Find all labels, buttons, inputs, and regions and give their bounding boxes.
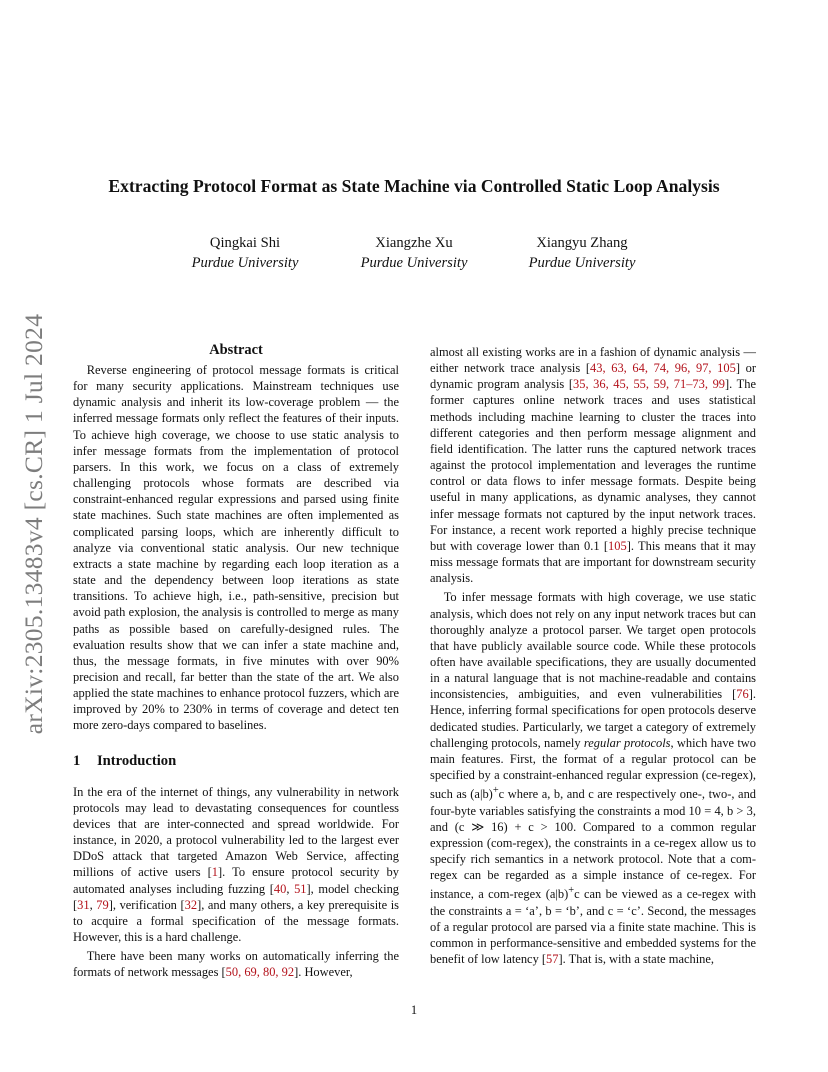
author-2 — [319, 233, 509, 273]
abstract-text: Reverse engineering of protocol message formats is critical for many security applications. Mainstream techniques use dynamic analysis and inherit its low-coverage problem — the inferred message formats only reflect the features of their inputs. To achieve high coverage, we choose to use static analysis to infer message formats from the implementation of protocol parsers. In this work, we focus on a class of extremely challenging protocols whose formats are described via constraint-enhanced regular expressions and parsed using finite state machines. Such state machines are often implemented as complicated parsing loops, which are inherently difficult to analyze via conventional static analysis. Our new technique extracts a state machine by regarding each loop iteration as a state and the dependency between loop iterations as state transitions. To achieve high, i.e., path-sensitive, precision but avoid path explosion, the analysis is controlled to merge as many paths as possible based on carefully-designed rules. The evaluation results show that we can infer a state machine and, thus, the message formats, in five minutes with over 90% precision and recall, far better than the state of the art. We also applied the state machines to enhance protocol fuzzers, which are improved by 20% to 230% in terms of coverage and detect ten more zero-days compared to baselines. — [73, 363, 399, 733]
citation-link[interactable]: 50, 69, 80, 92 — [225, 965, 295, 980]
text-run: ], and many others, a key prerequisite is to acquire a formal specification of the message formats. However, this is a hard challenge. — [73, 897, 400, 944]
text-run: In the era of the internet of things, any vulnerability in network protocols may lead to devastating consequences for countless devices that are inter-connected and spread worldwide. For instance, in 2020, a protocol vulnerability led to the largest ever DDoS attack that targeted Amazon Web Service, affecting millions of active users [ — [73, 784, 399, 880]
right-column — [430, 344, 756, 967]
text-run: almost all existing works are in a fashion of dynamic analysis — either network trace analysis [ — [430, 345, 756, 376]
text-run: ]. This means that it may miss message formats that are important for downstream security analysis. — [430, 538, 757, 586]
citation-link[interactable]: 57 — [546, 952, 559, 967]
text-run: , — [89, 897, 97, 912]
text-run: c can be viewed as a ce-regex with the constraints a = ‘a’, b = ‘b’, and c = ‘c’. Second, the messages of a regular protocol are parsed via a finite state machine. This is common in performance-sensitive and embedded systems for the benefit of low latency [ — [430, 887, 756, 967]
intro-paragraph-1 — [73, 784, 399, 946]
author-name: Qingkai Shi — [209, 235, 281, 251]
text-run: ], model checking [ — [73, 881, 400, 912]
author-name: Xiangyu Zhang — [536, 235, 628, 251]
text-run: ], verification [ — [108, 897, 185, 912]
abstract-heading: Abstract — [209, 342, 263, 358]
citation-link[interactable]: 105 — [608, 538, 627, 553]
text-run: , which have two main features. First, the format of a regular protocol can be specified by a constraint-enhanced regular expression (ce-regex), such as (a|b) — [430, 735, 756, 802]
arxiv-id-text: arXiv:2305.13483v4 [cs.CR] 1 Jul 2024 — [19, 313, 48, 735]
superscript: + — [492, 785, 499, 797]
text-run: To infer message formats with high coverage, we use static analysis, which does not rely on any input network traces but can thoroughly analyze a protocol parser. We target open protocols that have publicly available source code. While these protocols often have available specifications, they are usually documented in a natural language that is not machine-readable and contains inconsistencies, ambiguities, and even vulnerabilities [ — [430, 590, 756, 702]
intro-paragraph-2-cont — [430, 344, 756, 586]
text-run: ]. That is, with a state machine, — [558, 952, 715, 967]
intro-paragraph-3 — [430, 589, 756, 967]
left-column — [73, 341, 399, 980]
text-run: ]. However, — [294, 965, 353, 980]
citation-link[interactable]: 1 — [211, 865, 218, 880]
author-affiliation: Purdue University — [528, 255, 636, 271]
text-run: ]. Hence, inferring formal specifications for open protocols deserve dedicated studies. Particularly, we target a category of extremely challenging protocols, namely — [430, 687, 756, 750]
citation-link[interactable]: 35, 36, 45, 55, 59, 71–73, 99 — [573, 377, 726, 392]
superscript: + — [568, 885, 575, 897]
text-run: c where a, b, and c are respectively one-, two-, and four-byte variables satisfying the constraints a mod 10 = 4, b > 3, and (c ≫ 16) + c > 100. Compared to a common regular expression (com-regex), the constraints in a ce-regex allow us to specify rich semantics in a network protocol. Note that a com-regex can be regarded as a simple instance of ce-regex. For instance, a com-regex (a|b) — [430, 787, 757, 902]
text-run: ]. To ensure protocol security by automated analyses including fuzzing [ — [73, 865, 399, 896]
citation-link[interactable]: 40 — [273, 881, 287, 896]
citation-link[interactable]: 79 — [96, 897, 109, 912]
author-block — [0, 233, 828, 277]
citation-link[interactable]: 31 — [77, 897, 90, 912]
section-heading — [73, 752, 399, 770]
paper-title: Extracting Protocol Format as State Machine via Controlled Static Loop Analysis — [108, 176, 720, 196]
citation-link[interactable]: 76 — [736, 687, 749, 702]
author-affiliation: Purdue University — [191, 255, 299, 271]
text-run: There have been many works on automatically inferring the formats of network messages [ — [73, 949, 399, 980]
citation-link[interactable]: 32 — [184, 897, 198, 912]
text-run: , — [286, 881, 295, 896]
page-number: 1 — [410, 1003, 418, 1017]
section-number: 1 — [73, 752, 81, 769]
intro-paragraph-2-start — [73, 948, 399, 980]
emphasis-term: regular protocols — [583, 735, 671, 750]
author-3 — [487, 233, 677, 273]
text-run: ] or dynamic program analysis [ — [430, 361, 756, 392]
author-name: Xiangzhe Xu — [375, 235, 453, 251]
author-1 — [150, 233, 340, 273]
citation-link[interactable]: 51 — [294, 881, 307, 896]
text-run: ]. The former captures online network traces and uses statistical methods including machine learning to cluster the traces into different categories and then perform message alignment and field identification. The latter runs the captured network traces against the protocol implementation and leverages the runtime control or data flows to infer message formats. Despite being useful in many applications, as dynamic analyses, they cannot infer message formats not captured by the input network traces. For instance, a recent work reported a highly precise technique but with coverage lower than 0.1 [ — [430, 377, 756, 553]
citation-link[interactable]: 43, 63, 64, 74, 96, 97, 105 — [590, 361, 736, 376]
section-title: Introduction — [97, 752, 177, 769]
author-affiliation: Purdue University — [360, 255, 468, 271]
arxiv-identifier-stamp — [16, 306, 52, 742]
